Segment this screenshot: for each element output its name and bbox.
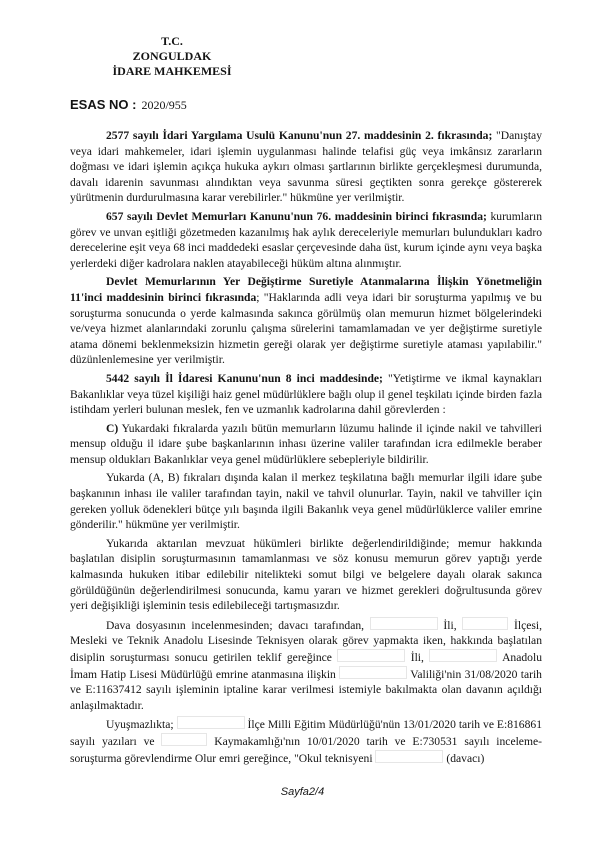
paragraph-heading: C) [106,421,119,435]
redacted-field [177,716,245,729]
paragraph-text: Yukarıda aktarılan mevzuat hükümleri birlikte değerlendirildiğinde; memur hakkında başlatılan disiplin soruşturmasının tamamlanması ve söz konusu memurun görev yaptığı yerde kalmasında hukuken itibar edilebilir nitelikteki somut bilgi ve belgelere dayalı olarak sakınca görüldüğünün değerlendirilmesi sonucunda, kamu yararı ve hizmet gerekleri doğrultusunda görev yeri değişikliği işleminin tesis edilebileceği tartışmasızdır. [70,536,542,613]
paragraph-2577 [70,128,542,206]
paragraph-heading: 2577 sayılı İdari Yargılama Usulü Kanunu'nun 27. maddesinin 2. fıkrasında; [106,129,493,142]
document-body [70,128,542,769]
case-number-label: ESAS NO : [70,97,137,112]
redacted-field [161,733,207,746]
redacted-field [339,666,407,679]
paragraph-text: İli, [410,651,424,664]
header-line-city: ZONGULDAK [132,49,212,63]
paragraph-text: ; "Haklarında adli veya idari bir soruşturma yapılmış ve bu soruşturma sonucunda o yerde kalmasında sakınca görülmüş olan memurun hizmet bölgelerindeki ve/veya hizmet alanlarındaki zorunlu çalışma sürelerini tamamlamadan ve yer değiştirme suretiyle atama dönemi beklenmeksizin hizmetin gereği olarak yer değiştirme suretiyle ataması yapılabilir." düzünlenlemesine yer verilmiştir. [70,290,542,367]
paragraph-text: (davacı) [446,751,485,765]
paragraph-dispute [70,716,542,766]
paragraph-case-file [70,617,542,714]
page-number: Sayfa2/4 [280,786,325,798]
header-line-court: İDARE MAHKEMESİ [112,64,232,78]
paragraph-heading: 657 sayılı Devlet Memurları Kanunu'nun 76. maddesinin birinci fıkrasında; [106,209,487,223]
paragraph-ab [70,470,542,532]
paragraph-clause-c [70,421,542,468]
paragraph-text: Anadolu İmam Hatip Lisesi Müdürlüğü emrine atanmasına ilişkin [70,651,542,681]
case-number-value: 2020/955 [141,98,187,112]
paragraph-heading: 5442 sayılı İl İdaresi Kanunu'nun 8 inci maddesinde; [106,371,383,385]
redacted-field [370,617,438,630]
paragraph-text: "Danıştay veya idari mahkemeler, idari işlemin uygulanması halinde telafisi güç veya imkânsız zararların doğması ve idari işlemin açıkça hukuka aykırı olması şartlarının birlikte gerçekleşmesi durumunda, davalı idarenin savunması alındıktan veya savunma süresi geçtikten sonra gerekçe göstererek yürütmenin durdurulmasına karar verebilirler." hükmüne yer verilmiştir. [70,129,542,205]
redacted-field [462,617,508,630]
paragraph-text: Uyuşmazlıkta; [106,718,174,732]
paragraph-text: kurumların görev ve unvan eşitliği gözetmeden kazanılmış hak aylık dereceleriyle memurları bulundukları kadro derecelerine eşit veya 68 inci maddedeki esaslar çerçevesinde daha üst, kurum içinde aynı veya başka yerlerdeki diğer kadrolara naklen atayabileceği hüküm altına alınmıştır. [70,209,542,270]
paragraph-heading: Devlet Memurlarının Yer Değiştirme Suretiyle Atanmalarına İlişkin Yönetmeliğin 11'inci maddesinin birinci fıkrasında [70,275,542,304]
paragraph-text: "Yetiştirme ve ikmal kaynakları Bakanlıklar veya tüzel kişiliği haiz genel müdürlüklere bağlı olup il genel teşkilatı içinde birden fazla istihdam yerleri bulunan meslek, fen ve uzmanlık kadrolarına dahil görevlerden : [70,371,542,417]
paragraph-657 [70,209,542,271]
paragraph-text: Yukarda (A, B) fıkraları dışında kalan il merkez teşkilatına bağlı memurlar ilgili idare şube başkanının inhası ile valiler tarafından tayin, nakil ve tahvil olunurlar. Tayin, nakil ve tahviller için gereken yolluk ödenekleri bütçe yılı başında ilgili Bakanlık veya genel müdürlüklerce valiler emrine gönderilir." hükmüne yer verilmiştir. [70,471,542,532]
redacted-field [337,649,405,662]
paragraph-text: Dava dosyasının incelenmesinden; davacı tarafından, [106,618,365,632]
paragraph-regulation [70,274,542,368]
paragraph-evaluation [70,536,542,614]
header-line-tc: T.C. [161,34,183,48]
paragraph-text: Valiliği'nin 31/08/2020 tarih ve E:11637412 sayılı işleminin iptaline karar verilmesi istemiyle bakılmakta olan davanın açıldığı anlaşılmaktadır. [70,667,542,712]
paragraph-text: İlçesi, Mesleki ve Teknik Anadolu Lisesinde Teknisyen olarak görev yapmakta iken, hakkında başlatılan disiplin soruşturması sonucu getirilen teklif gereğince [70,618,543,664]
paragraph-text: İli, [443,618,457,632]
redacted-field [429,649,497,662]
paragraph-text: Yukardaki fıkralarda yazılı bütün memurların lüzumu halinde il içinde nakil ve tahvilleri mensup olduğu il idare şube başkanlarının inhası üzerine valiler tarafından icra edilmekle beraber mensup oldukları Bakanlıklar veya genel müdürlüklere sebepleriyle bildirilir. [70,421,542,466]
court-header [112,34,232,79]
redacted-field [375,750,443,763]
paragraph-text: Kaymakamlığı'nın 10/01/2020 tarih ve E:730531 sayılı inceleme-soruşturma görevlendirme Olur emri gereğince, "Okul teknisyeni [70,734,542,765]
paragraph-text: İlçe Milli Eğitim Müdürlüğü'nün 13/01/2020 tarih ve E:816861 sayılı yazıları ve [70,718,542,748]
case-number [70,97,187,113]
paragraph-5442 [70,371,542,418]
